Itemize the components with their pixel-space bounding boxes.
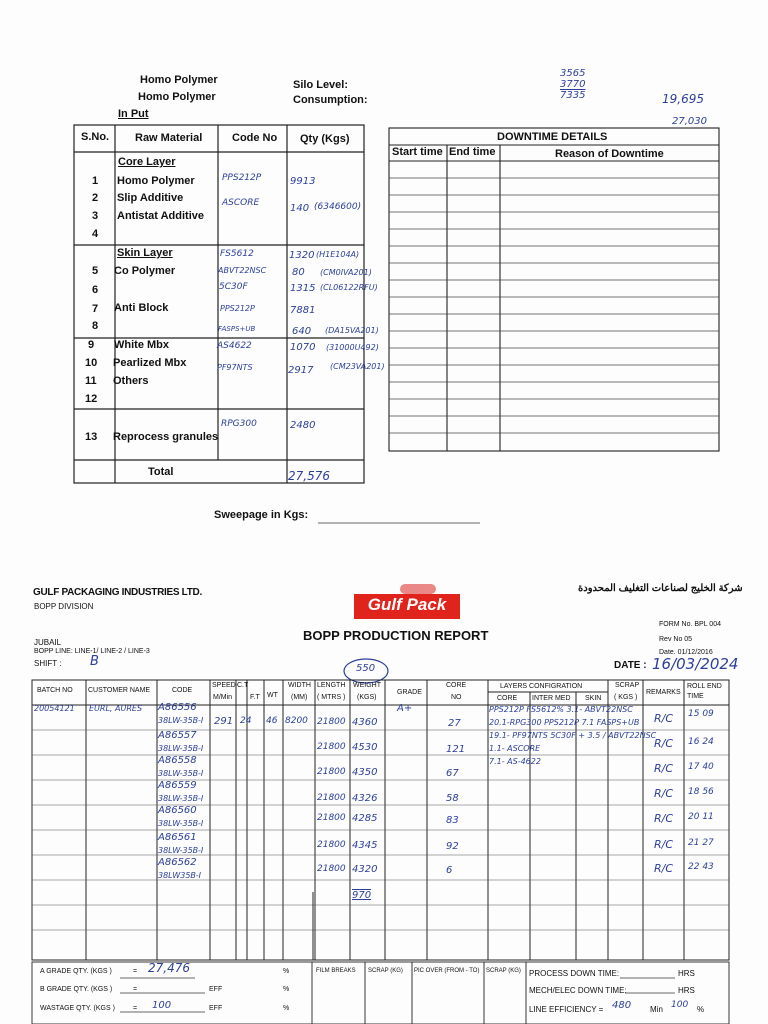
row-note: (31000U492) (326, 343, 379, 352)
division-name: BOPP DIVISION (34, 602, 94, 611)
header-weight-unit: (KGS) (357, 694, 377, 701)
roll-code: A86557 (158, 730, 197, 741)
roll-end-time: 20 11 (688, 812, 714, 822)
row-material: Antistat Additive (117, 210, 204, 222)
core-no: 6 (446, 865, 453, 876)
report-title: BOPP PRODUCTION REPORT (303, 628, 489, 643)
length: 21800 (317, 793, 346, 803)
roll-code: A86561 (158, 832, 197, 843)
layer-line-1: PPS212P FS5612% 3.1- ABVT22NSC (489, 705, 633, 714)
min-value: 100 (671, 1000, 689, 1010)
header-scrap-unit: ( KGS ) (614, 694, 638, 701)
row-qty: 9913 (290, 176, 316, 187)
a-grade-eq: = (133, 968, 138, 975)
row-qty: 1315 (290, 283, 316, 294)
batch-no: 20054121 (34, 704, 75, 713)
row-material: Others (113, 375, 149, 387)
header-qty: Qty (Kgs) (300, 133, 350, 145)
total-value: 27,576 (288, 469, 330, 483)
row-sno: 10 (85, 357, 98, 369)
section-skin-layer: Skin Layer (117, 247, 173, 259)
ct: 24 (240, 716, 252, 726)
silo-value-3: 7335 (560, 90, 586, 101)
row-note: (CM23VA201) (330, 362, 385, 371)
input-label: In Put (118, 108, 149, 120)
row-code: FASPS+UB (218, 325, 256, 333)
consumption-label: Consumption: (293, 94, 368, 106)
silo-value-1: 3565 (560, 68, 586, 79)
row-code: AS4622 (217, 341, 252, 351)
row-code: RPG300 (221, 419, 257, 429)
grade: A+ (397, 703, 413, 714)
row-sno: 3 (92, 210, 99, 222)
shift-value: B (90, 654, 99, 669)
roll-end-time: 17 40 (688, 762, 714, 772)
row-material: White Mbx (114, 339, 169, 351)
length: 21800 (317, 742, 346, 752)
header-layers: LAYERS CONFIGRATION (500, 683, 583, 690)
b-grade-eff: EFF (209, 986, 223, 993)
row-material: Co Polymer (114, 265, 176, 277)
wastage-label: WASTAGE QTY. (KGS ) (40, 1005, 115, 1012)
layer-line-5: 7.1- AS-4622 (489, 757, 541, 766)
row-material: Reprocess granules (113, 431, 219, 443)
length: 21800 (317, 840, 346, 850)
roll-end-time: 16 24 (688, 737, 714, 747)
section-core-layer: Core Layer (118, 156, 176, 168)
weight: 4350 (352, 767, 378, 778)
header-length-unit: ( MTRS ) (317, 694, 346, 701)
row-code: 5C30F (219, 282, 248, 292)
wastage-eff: EFF (209, 1005, 223, 1012)
roll-code-2: 38LW-35B-I (158, 769, 204, 778)
row-material: Homo Polymer (117, 175, 195, 187)
length: 21800 (317, 864, 346, 874)
silo-level-label: Silo Level: (293, 79, 349, 91)
remarks: R/C (654, 737, 674, 750)
header-layer-skin: SKIN (585, 695, 602, 702)
width: 8200 (285, 716, 308, 726)
header-roll-time: TIME (687, 693, 704, 700)
remarks: R/C (654, 862, 674, 875)
weight: 4285 (352, 813, 378, 824)
b-grade-label: B GRADE QTY. (KGS ) (40, 986, 113, 993)
row-sno: 5 (92, 265, 99, 277)
row-material: Anti Block (114, 302, 169, 314)
row-sno: 7 (92, 303, 99, 315)
weight: 4326 (352, 793, 378, 804)
min-pct: % (697, 1005, 705, 1014)
row-sno: 12 (85, 393, 98, 405)
header-layer-core: CORE (497, 695, 518, 702)
row-code: ABVT22NSC (218, 266, 267, 275)
core-no: 121 (446, 744, 466, 755)
arabic-company-name: شركة الخليج لصناعات التغليف المحدودة (578, 583, 743, 594)
revision-date: Date. 01/12/2016 (659, 649, 713, 656)
roll-end-time: 21 27 (688, 838, 714, 848)
silo-total: 19,695 (662, 92, 704, 106)
row-sno: 6 (92, 284, 99, 296)
header-raw-material: Raw Material (135, 132, 203, 144)
row-sno: 11 (85, 375, 97, 387)
header-grade: GRADE (397, 689, 422, 696)
row-qty: 1070 (290, 342, 316, 353)
roll-code-2: 38LW-35B-I (158, 794, 204, 803)
line-efficiency-label: LINE EFFICIENCY = (529, 1005, 604, 1014)
downtime-reason: Reason of Downtime (555, 148, 664, 160)
length: 21800 (317, 717, 346, 727)
header-sno: S.No. (81, 131, 110, 143)
bopp-line: BOPP LINE: LINE-1/ LINE-2 / LINE-3 (34, 648, 150, 655)
row-sno: 9 (88, 339, 95, 351)
date-value: 16/03/2024 (652, 655, 739, 673)
wastage-eq: = (133, 1005, 138, 1012)
row-qty: 2480 (290, 420, 316, 431)
row-qty: 7881 (290, 305, 316, 316)
company-name: GULF PACKAGING INDUSTRIES LTD. (33, 587, 202, 598)
a-grade-pct: % (283, 968, 290, 975)
row-sno: 2 (92, 192, 99, 204)
header-roll-end: ROLL END (687, 683, 722, 690)
row-sno: 1 (92, 175, 99, 187)
homo-polymer-2: Homo Polymer (138, 91, 216, 103)
row-qty: 2917 (288, 365, 314, 376)
header-weight: WEIGHT (353, 682, 381, 689)
core-no: 58 (446, 793, 459, 804)
roll-code-2: 38LW-35B-I (158, 819, 204, 828)
row-qty: 640 (292, 326, 312, 337)
header-ft: F.T (250, 694, 260, 701)
film-breaks-label: FILM BREAKS (316, 968, 356, 974)
downtime-start-time: Start time (392, 146, 443, 158)
row-code: FS5612 (220, 249, 254, 259)
consumption-value: 27,030 (672, 116, 707, 127)
row-note: (CL06122RFU) (320, 283, 378, 292)
downtime-end-time: End time (449, 146, 496, 158)
a-grade-label: A GRADE QTY. (KGS ) (40, 968, 112, 975)
revision-number: Rev No 05 (659, 636, 693, 643)
roll-code: A86560 (158, 805, 197, 816)
core-no: 92 (446, 841, 459, 852)
ft: 46 (266, 716, 278, 726)
row-qty: 140 (290, 203, 310, 214)
roll-end-time: 15 09 (688, 709, 714, 719)
header-core: CORE (446, 682, 467, 689)
row-material: Slip Additive (117, 192, 184, 204)
remarks: R/C (654, 787, 674, 800)
layer-line-3: 19.1- PF97NTS 5C30F + 3.5 / ABVT22NSC (489, 731, 657, 740)
roll-code-2: 38LW-35B-I (158, 716, 204, 725)
weight-total: 970 (352, 890, 372, 901)
header-layer-inter: INTER MED (532, 695, 571, 702)
weight: 4530 (352, 742, 378, 753)
layer-line-2: 20.1-RPG300 PPS212P 7.1 FASPS+UB (489, 718, 640, 727)
weight: 4320 (352, 864, 378, 875)
weight: 4345 (352, 840, 378, 851)
location: JUBAIL (34, 638, 62, 647)
roll-end-time: 22 43 (688, 862, 714, 872)
row-material: Pearlized Mbx (113, 357, 187, 369)
homo-polymer-1: Homo Polymer (140, 74, 218, 86)
sweepage-label: Sweepage in Kgs: (214, 509, 309, 521)
layer-line-4: 1.1- ASCORE (489, 744, 541, 753)
roll-code: A86556 (158, 702, 197, 713)
b-grade-pct: % (283, 986, 290, 993)
core-no: 27 (448, 718, 461, 729)
min-label: Min (650, 1005, 663, 1014)
wastage-value: 100 (152, 1000, 172, 1011)
date-label: DATE : (614, 660, 647, 671)
scrap-kg-2-label: SCRAP (KG) (486, 968, 521, 974)
row-note: (CM0IVA201) (320, 268, 372, 277)
shift-label: SHIFT : (34, 659, 62, 668)
remarks: R/C (654, 812, 674, 825)
core-no: 67 (446, 768, 459, 779)
a-grade-value: 27,476 (148, 961, 190, 975)
silo-value-2: 3770 (560, 79, 586, 90)
header-speed: SPEED (212, 682, 236, 689)
roll-end-time: 18 56 (688, 787, 714, 797)
downtime-title: DOWNTIME DETAILS (497, 131, 608, 143)
process-down-hrs: HRS (678, 969, 695, 978)
row-sno: 13 (85, 431, 98, 443)
core-no: 83 (446, 815, 459, 826)
length: 21800 (317, 767, 346, 777)
remarks: R/C (654, 712, 674, 725)
length: 21800 (317, 813, 346, 823)
total-label: Total (148, 466, 174, 478)
mech-down-hrs: HRS (678, 986, 695, 995)
header-code-no: Code No (232, 132, 278, 144)
roll-code: A86562 (158, 857, 197, 868)
row-note: (DA15VA201) (325, 326, 379, 335)
row-code: PPS212P (222, 173, 262, 183)
row-qty: 80 (292, 267, 305, 278)
header-wt: WT (267, 692, 278, 699)
mech-down-label: MECH/ELEC DOWN TIME: (529, 986, 627, 995)
header-scrap: SCRAP (615, 682, 640, 689)
header-length: LENGTH (317, 682, 346, 689)
weight: 4360 (352, 717, 378, 728)
row-qty: 1320 (289, 250, 315, 261)
remarks: R/C (654, 762, 674, 775)
b-grade-eq: = (133, 986, 138, 993)
header-width: WIDTH (288, 682, 311, 689)
row-code: PPS212P (220, 304, 255, 313)
header-code: CODE (172, 687, 193, 694)
roll-code-2: 38LW-35B-I (158, 744, 204, 753)
row-code: ASCORE (222, 198, 260, 208)
row-code: PF97NTS (217, 363, 253, 372)
row-note: (6346600) (314, 202, 362, 212)
scrap-kg-label: SCRAP (KG) (368, 968, 403, 974)
header-ct: C.T (237, 682, 249, 689)
header-speed-unit: M/Min (213, 694, 233, 701)
speed: 291 (214, 716, 234, 727)
roll-code: A86558 (158, 755, 197, 766)
row-note: (H1E104A) (316, 250, 360, 259)
row-sno: 4 (92, 228, 99, 240)
roll-code-2: 38LW-35B-I (158, 846, 204, 855)
line-efficiency-value: 480 (612, 1000, 632, 1011)
form-number: FORM No. BPL 004 (659, 621, 721, 628)
wastage-pct: % (283, 1005, 290, 1012)
circled-value: 550 (356, 663, 376, 674)
remarks: R/C (654, 838, 674, 851)
customer-name: EURL, AURES (89, 704, 143, 713)
header-batch: BATCH NO (37, 687, 73, 694)
header-core-no: NO (451, 694, 462, 701)
roll-code-2: 38LW35B-I (158, 871, 201, 880)
roll-code: A86559 (158, 780, 197, 791)
row-sno: 8 (92, 320, 99, 332)
process-down-label: PROCESS DOWN TIME: (529, 969, 620, 978)
pic-over-label: PIC OVER (FROM - TO) (414, 968, 480, 974)
header-remarks: REMARKS (646, 689, 681, 696)
header-width-unit: (MM) (291, 694, 308, 701)
logo-text: Gulf Pack (367, 595, 447, 614)
header-customer: CUSTOMER NAME (88, 687, 151, 694)
